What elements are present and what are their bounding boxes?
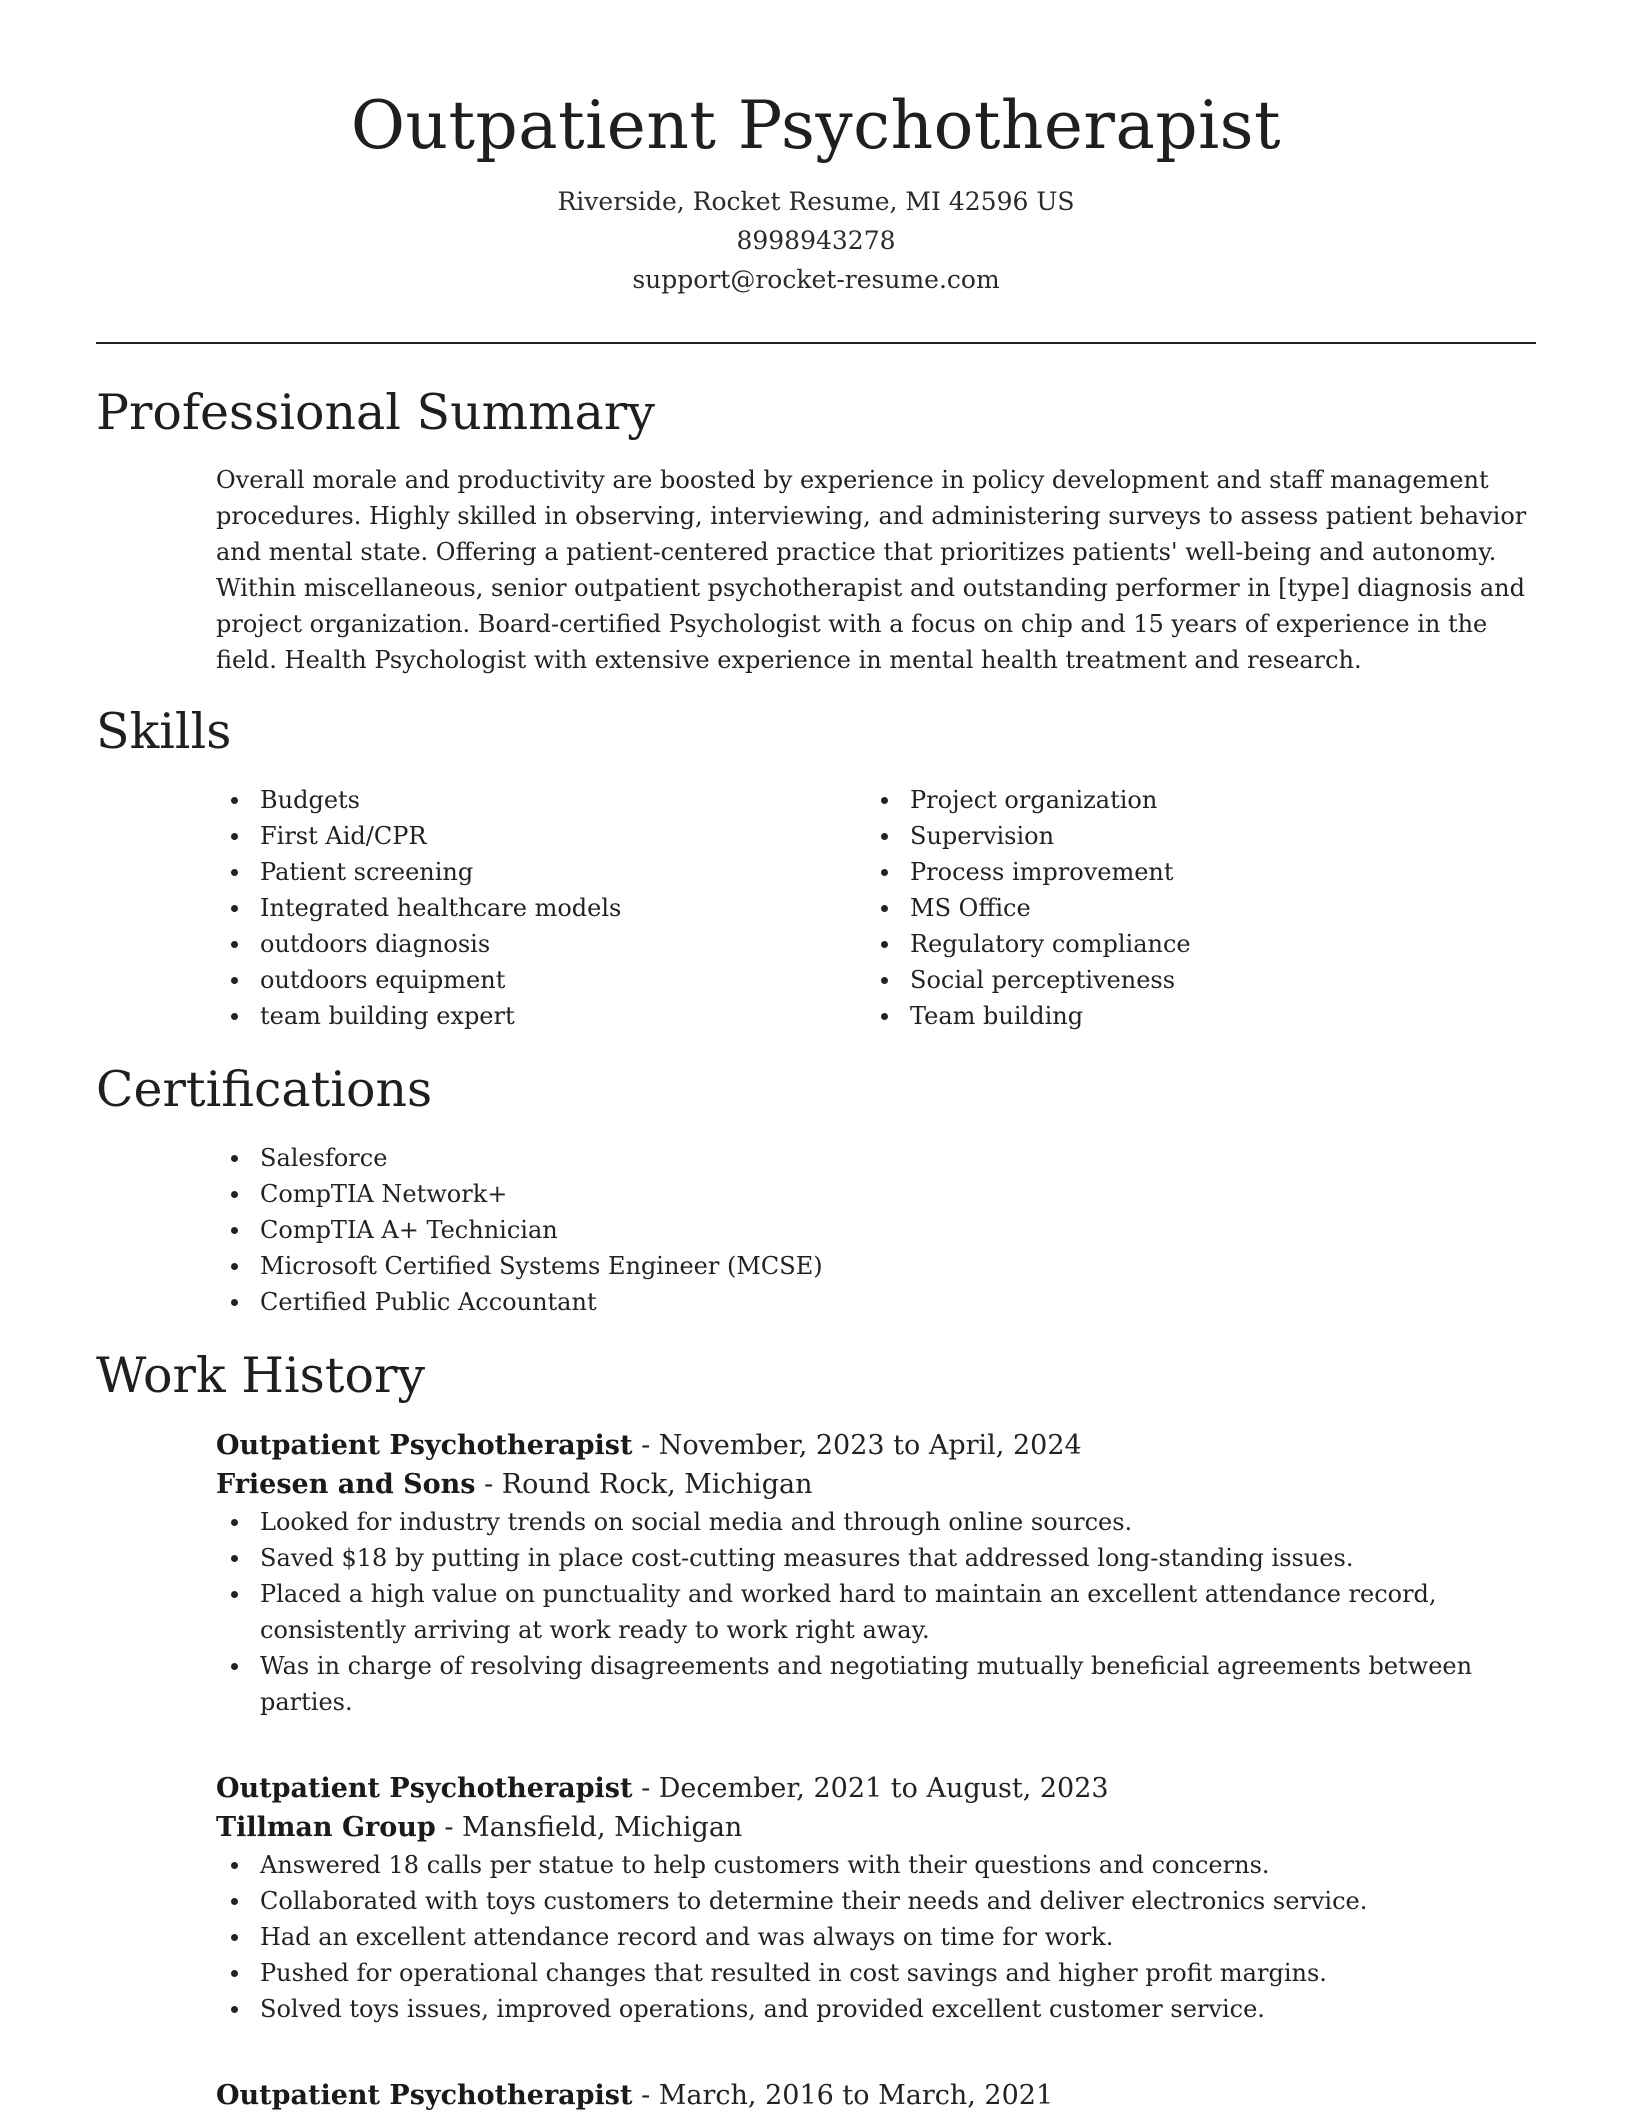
contact-address: Riverside, Rocket Resume, MI 42596 US (557, 187, 1075, 216)
job-company: Friesen and Sons (216, 1469, 476, 1500)
job-role: Outpatient Psychotherapist (216, 1773, 633, 1804)
skill-item: Social perceptiveness (866, 962, 1486, 998)
job-dates: - December, 2021 to August, 2023 (632, 1773, 1109, 1804)
job-dates: - March, 2016 to March, 2021 (632, 2080, 1054, 2111)
job-title-line (216, 1769, 1532, 1808)
job-company: Tillman Group (216, 1812, 436, 1843)
candidate-name: Outpatient Psychotherapist (350, 87, 1282, 164)
job-bullet: Had an excellent attendance record and was always on time for work. (216, 1919, 1532, 1955)
job-bullet: Answered 18 calls per statue to help customers with their questions and concerns. (216, 1847, 1532, 1883)
skills-heading: Skills (96, 703, 232, 760)
skill-item: outdoors diagnosis (216, 926, 836, 962)
skill-item: Team building (866, 998, 1486, 1034)
job-entry (216, 1426, 1532, 1720)
contact-email: support@rocket-resume.com (632, 265, 1000, 294)
job-bullet: Was in charge of resolving disagreements and negotiating mutually beneficial agreements between parties. (216, 1648, 1532, 1720)
job-dates: - November, 2023 to April, 2024 (632, 1430, 1082, 1461)
skill-item: Process improvement (866, 854, 1486, 890)
skill-item: Budgets (216, 782, 836, 818)
job-bullet: Saved $18 by putting in place cost-cutting measures that addressed long-standing issues. (216, 1540, 1532, 1576)
resume-header (96, 84, 1536, 299)
job-entry (216, 2076, 1532, 2115)
job-role: Outpatient Psychotherapist (216, 1430, 633, 1461)
certifications-list (216, 1140, 1516, 1320)
skills-list-left (216, 782, 836, 1034)
job-company-line (216, 1808, 1532, 1847)
skill-item: Patient screening (216, 854, 836, 890)
job-location: - Round Rock, Michigan (475, 1469, 813, 1500)
skill-item: outdoors equipment (216, 962, 836, 998)
job-location: - Mansfield, Michigan (435, 1812, 743, 1843)
certification-item: Salesforce (216, 1140, 1516, 1176)
skill-item: MS Office (866, 890, 1486, 926)
job-bullet: Pushed for operational changes that resulted in cost savings and higher profit margins. (216, 1955, 1532, 1991)
header-divider (96, 342, 1536, 344)
contact-phone: 8998943278 (736, 226, 896, 255)
skill-item: First Aid/CPR (216, 818, 836, 854)
skill-item: Integrated healthcare models (216, 890, 836, 926)
summary-text: Overall morale and productivity are boosted by experience in policy development and staff management procedures. Highly skilled in observing, interviewing, and administering surveys to assess patient behavior and mental state. Offering a patient-centered practice that prioritizes patients' well-being and autonomy. Within miscellaneous, senior outpatient psychotherapist and outstanding performer in [type] diagnosis and project organization. Board-certified Psychologist with a focus on chip and 15 years of experience in the field. Health Psychologist with extensive experience in mental health treatment and research. (216, 466, 1527, 674)
skill-item: Supervision (866, 818, 1486, 854)
job-role: Outpatient Psychotherapist (216, 2080, 633, 2111)
job-bullet: Solved toys issues, improved operations, and provided excellent customer service. (216, 1991, 1532, 2027)
job-bullet: Looked for industry trends on social media and through online sources. (216, 1504, 1532, 1540)
skill-item: Project organization (866, 782, 1486, 818)
certification-item: CompTIA A+ Technician (216, 1212, 1516, 1248)
skill-item: team building expert (216, 998, 836, 1034)
work-history-heading: Work History (96, 1347, 426, 1404)
skills-list-right (866, 782, 1486, 1034)
job-bullets (216, 1847, 1532, 2027)
certification-item: CompTIA Network+ (216, 1176, 1516, 1212)
job-company-line (216, 1465, 1532, 1504)
skill-item: Regulatory compliance (866, 926, 1486, 962)
job-title-line (216, 1426, 1532, 1465)
job-entry (216, 1769, 1532, 2027)
certifications-heading: Certifications (96, 1061, 433, 1118)
job-bullet: Placed a high value on punctuality and worked hard to maintain an excellent attendance record, consistently arriving at work ready to work right away. (216, 1576, 1532, 1648)
job-title-line (216, 2076, 1532, 2115)
summary-heading: Professional Summary (96, 384, 655, 441)
job-bullet: Collaborated with toys customers to determine their needs and deliver electronics service. (216, 1883, 1532, 1919)
job-bullets (216, 1504, 1532, 1720)
certification-item: Microsoft Certified Systems Engineer (MCSE) (216, 1248, 1516, 1284)
certification-item: Certified Public Accountant (216, 1284, 1516, 1320)
